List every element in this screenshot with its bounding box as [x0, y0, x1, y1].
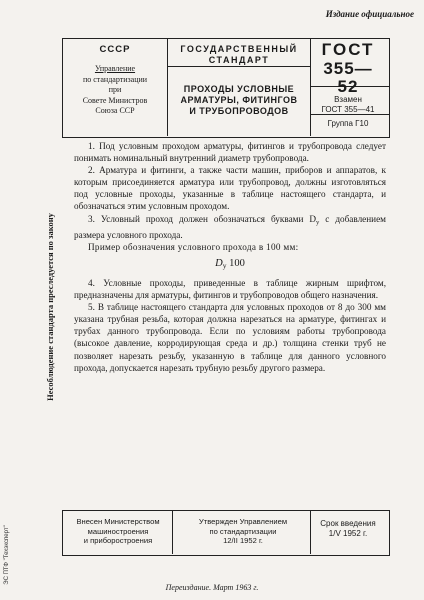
- paragraph-4: 4. Условные проходы, приведенные в таблице жирным шрифтом, предназначены для арматуры, фитингов и трубопроводов общего назначения.: [74, 277, 386, 301]
- gost-number: 355—52: [323, 59, 373, 96]
- archive-stamp: [2, 520, 12, 590]
- footer-divider: [310, 510, 311, 554]
- subscript: y: [316, 218, 320, 226]
- introduced-by-line: Внесен Министерством: [76, 517, 160, 526]
- header-divider: [310, 38, 311, 136]
- approved-by-line: по стандартизации: [209, 526, 277, 536]
- body-text: [74, 140, 386, 374]
- paragraph-3-end: с добавлением размера условного прохода.: [74, 213, 386, 240]
- effective-date-value: 1/V 1952 г.: [328, 528, 368, 538]
- replaces-label: Взамен: [334, 95, 362, 104]
- standard-title-line: СТАНДАРТ: [208, 55, 270, 65]
- paragraph-3-start: 3. Условный проход должен обозначаться буквами D: [88, 213, 316, 224]
- paragraph-1: 1. Под условным проходом арматуры, фитингов и трубопровода следует понимать номинальный внутренний диаметр трубопровода.: [74, 141, 386, 164]
- legal-side-note-text: Несоблюдение стандарта преследуется по закону: [45, 213, 55, 401]
- standard-title-line: ГОСУДАРСТВЕННЫЙ: [180, 44, 298, 54]
- subject-title: [170, 84, 308, 117]
- gost-label: ГОСТ: [321, 40, 375, 59]
- country-label: СССР: [99, 44, 131, 55]
- authority-line: по стандартизации: [82, 74, 148, 84]
- replaces-value: ГОСТ 355—41: [321, 105, 375, 114]
- example-line: Пример обозначения условного прохода в 100 мм:: [88, 241, 299, 252]
- formula-value: 100: [226, 257, 245, 269]
- archive-stamp-text: ЭС ПТФ "Техэксперт": [4, 525, 10, 585]
- standard-title: [170, 44, 308, 66]
- subject-line: ПРОХОДЫ УСЛОВНЫЕ: [183, 84, 295, 94]
- authority-line: Управление: [94, 64, 136, 73]
- approved-by-line: 12/II 1952 г.: [223, 536, 263, 545]
- introduced-by-line: и приборостроения: [83, 536, 153, 545]
- header-divider: [167, 38, 168, 136]
- header-rule: [167, 66, 311, 67]
- effective-date-label: Срок введения: [320, 519, 376, 528]
- approved-by: [178, 517, 308, 546]
- subject-line: И ТРУБОПРОВОДОВ: [189, 106, 289, 116]
- paragraph-2: 2. Арматура и фитинги, а также части машин, приборов и аппаратов, к которым присоединяется арматура или трубопровод, должны изготовляться под условные проходы, указанные в таблице настоящего стандарта, и обозначаться этим условным проходом.: [74, 165, 386, 212]
- replaces-block: [314, 95, 382, 115]
- paragraph-5: 5. В таблице настоящего стандарта для условных проходов от 8 до 300 мм указана трубная резьба, которая должна нарезаться на арматуре, фитингах и трубах данного трубопровода. Если по условиям работы трубопровода (высокое давление, корродирующая среда и др.) толщина стенки труб не позволяет нарезать резьбу, указанную в таблице для данного условного прохода, допускается нарезать трубную резьбу другого размера.: [74, 302, 386, 373]
- authority-line: при: [108, 85, 122, 94]
- formula-symbol: D: [215, 257, 223, 269]
- approved-by-line: Утвержден Управлением: [198, 517, 288, 526]
- authority-line: Союза ССР: [95, 106, 135, 115]
- effective-date: [312, 519, 384, 538]
- formula-subscript: y: [222, 260, 227, 270]
- edition-note: Издание официальное: [325, 9, 414, 19]
- reissue-note: Переиздание. Март 1963 г.: [165, 583, 259, 592]
- subject-line: АРМАТУРЫ, ФИТИНГОВ: [180, 95, 298, 105]
- footer-divider: [172, 510, 173, 554]
- designation-formula: [74, 258, 386, 272]
- authority-line: Совете Министров: [82, 95, 148, 105]
- group-code: Группа Г10: [327, 119, 369, 128]
- authority-block: [66, 64, 164, 117]
- paragraph-3: [74, 213, 386, 241]
- introduced-by: [68, 517, 168, 546]
- introduced-by-line: машиностроения: [87, 526, 149, 536]
- legal-side-note: [42, 162, 58, 452]
